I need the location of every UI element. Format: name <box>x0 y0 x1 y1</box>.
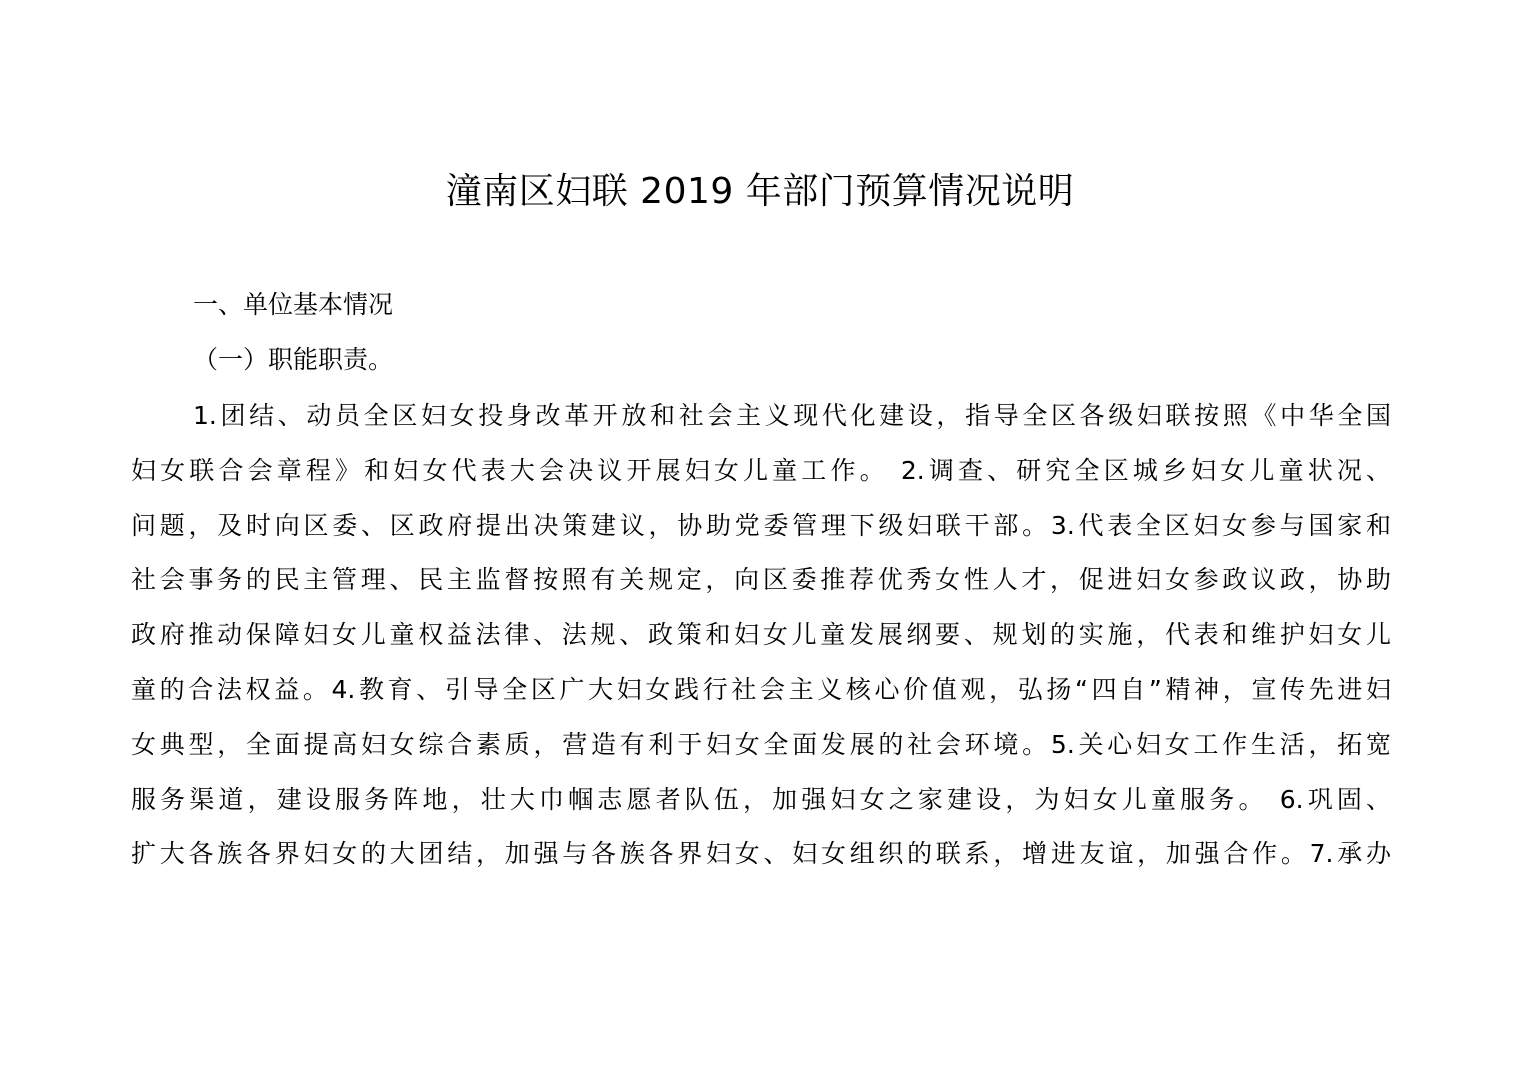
body-line: 妇女联合会章程》和妇女代表大会决议开展妇女儿童工作。 2.调查、研究全区城乡妇女儿童状况、 <box>131 455 1391 485</box>
body-text <box>131 398 1391 891</box>
section-heading: 一、单位基本情况 <box>193 290 394 319</box>
body-line: 问题，及时向区委、区政府提出决策建议，协助党委管理下级妇联干部。3.代表全区妇女参与国家和 <box>131 510 1391 540</box>
subsection-heading: （一）职能职责。 <box>193 345 394 374</box>
body-line: 1.团结、动员全区妇女投身改革开放和社会主义现代化建设，指导全区各级妇联按照《中华全国 <box>193 401 1391 430</box>
document-title: 潼南区妇联 2019 年部门预算情况说明 <box>445 171 1075 212</box>
body-line: 童的合法权益。4.教育、引导全区广大妇女践行社会主义核心价值观，弘扬“四自”精神，宣传先进妇 <box>131 674 1391 704</box>
body-line: 政府推动保障妇女儿童权益法律、法规、政策和妇女儿童发展纲要、规划的实施，代表和维护妇女儿 <box>131 620 1391 650</box>
body-line: 社会事务的民主管理、民主监督按照有关规定，向区委推荐优秀女性人才，促进妇女参政议政，协助 <box>131 565 1391 595</box>
body-line: 扩大各族各界妇女的大团结，加强与各族各界妇女、妇女组织的联系，增进友谊，加强合作。7.承办 <box>131 839 1391 869</box>
body-line: 女典型，全面提高妇女综合素质，营造有利于妇女全面发展的社会环境。5.关心妇女工作生活，拓宽 <box>131 729 1391 759</box>
body-line: 服务渠道，建设服务阵地，壮大巾帼志愿者队伍，加强妇女之家建设，为妇女儿童服务。 6.巩固、 <box>131 784 1391 814</box>
